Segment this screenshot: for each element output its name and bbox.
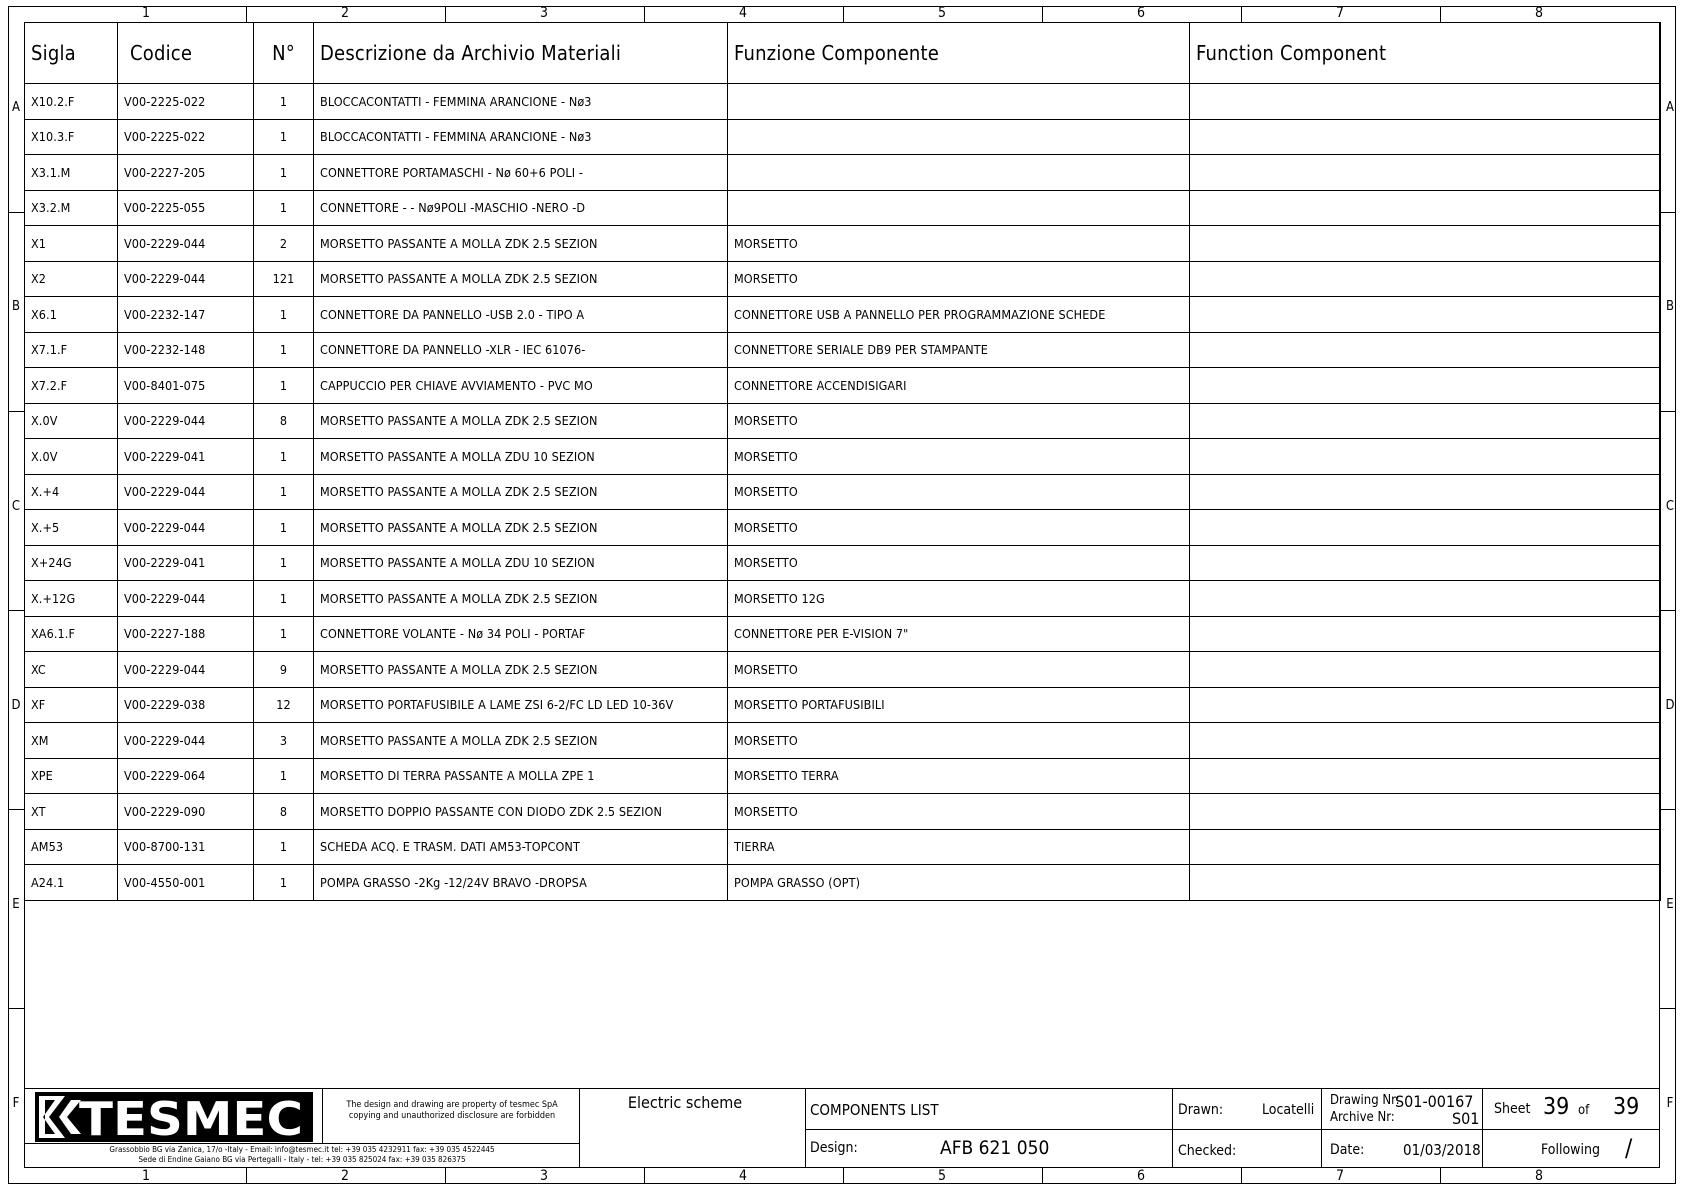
cell-sigla: X10.3.F bbox=[25, 119, 118, 155]
cell-codice: V00-2229-064 bbox=[118, 758, 254, 794]
cell-n: 2 bbox=[254, 226, 314, 262]
archive-nr-label: Archive Nr: bbox=[1330, 1110, 1395, 1125]
table-row bbox=[25, 332, 1661, 368]
cell-n: 1 bbox=[254, 581, 314, 617]
cell-function bbox=[1190, 297, 1661, 333]
cell-funzione bbox=[728, 119, 1190, 155]
cell-codice: V00-2229-044 bbox=[118, 261, 254, 297]
column-tick bbox=[1440, 1168, 1441, 1184]
cell-funzione: MORSETTO bbox=[728, 226, 1190, 262]
cell-sigla: X10.2.F bbox=[25, 84, 118, 120]
cell-funzione: MORSETTO 12G bbox=[728, 581, 1190, 617]
column-tick bbox=[1042, 1168, 1043, 1184]
cell-function bbox=[1190, 758, 1661, 794]
cell-n: 1 bbox=[254, 368, 314, 404]
header-funzione: Funzione Componente bbox=[728, 23, 1190, 84]
cell-function bbox=[1190, 226, 1661, 262]
address-line-2: Sede di Endine Gaiano BG via Pertegalli - Italy - tel: +39 035 825024 fax: +39 035 826375 bbox=[138, 1155, 466, 1164]
scheme-type: Electric scheme bbox=[627, 1093, 743, 1112]
cell-function bbox=[1190, 119, 1661, 155]
column-number: 5 bbox=[937, 1168, 946, 1184]
cell-n: 9 bbox=[254, 652, 314, 688]
cell-n: 12 bbox=[254, 687, 314, 723]
cell-descrizione: MORSETTO PASSANTE A MOLLA ZDK 2.5 SEZION bbox=[314, 652, 728, 688]
cell-n: 1 bbox=[254, 332, 314, 368]
sheet-value: 39 bbox=[1543, 1094, 1570, 1120]
row-letter: D bbox=[11, 698, 21, 713]
column-number: 8 bbox=[1534, 5, 1543, 21]
cell-function bbox=[1190, 723, 1661, 759]
cell-codice: V00-2225-022 bbox=[118, 84, 254, 120]
cell-descrizione: BLOCCACONTATTI - FEMMINA ARANCIONE - Nø3 bbox=[314, 84, 728, 120]
cell-function bbox=[1190, 829, 1661, 865]
cell-funzione bbox=[728, 190, 1190, 226]
table-body bbox=[25, 84, 1661, 901]
cell-function bbox=[1190, 865, 1661, 901]
cell-function bbox=[1190, 794, 1661, 830]
cell-funzione: TIERRA bbox=[728, 829, 1190, 865]
cell-sigla: X.+12G bbox=[25, 581, 118, 617]
title-block-mid-border bbox=[805, 1129, 1660, 1130]
cell-codice: V00-2229-041 bbox=[118, 439, 254, 475]
cell-funzione: MORSETTO bbox=[728, 261, 1190, 297]
checked-label: Checked: bbox=[1178, 1143, 1237, 1159]
row-letter: C bbox=[11, 499, 21, 514]
cell-funzione: CONNETTORE USB A PANNELLO PER PROGRAMMAZIONE SCHEDE bbox=[728, 297, 1190, 333]
row-tick bbox=[8, 212, 24, 213]
table-header-row bbox=[25, 23, 1661, 84]
table-row bbox=[25, 687, 1661, 723]
row-letter: E bbox=[12, 897, 20, 912]
row-tick bbox=[8, 610, 24, 611]
cell-function bbox=[1190, 84, 1661, 120]
cell-descrizione: MORSETTO PASSANTE A MOLLA ZDK 2.5 SEZION bbox=[314, 261, 728, 297]
column-number: 4 bbox=[738, 5, 747, 21]
row-letter: B bbox=[11, 299, 21, 314]
cell-n: 1 bbox=[254, 439, 314, 475]
table-row bbox=[25, 723, 1661, 759]
column-tick bbox=[644, 6, 645, 22]
column-tick bbox=[1241, 1168, 1242, 1184]
table-row bbox=[25, 155, 1661, 191]
cell-descrizione: CONNETTORE - - Nø9POLI -MASCHIO -NERO -D bbox=[314, 190, 728, 226]
row-letter: D bbox=[1665, 698, 1675, 713]
header-quantity: N° bbox=[254, 23, 314, 84]
column-number: 2 bbox=[340, 1168, 349, 1184]
cell-sigla: X.+4 bbox=[25, 474, 118, 510]
cell-sigla: XM bbox=[25, 723, 118, 759]
column-number: 8 bbox=[1534, 1168, 1543, 1184]
cell-funzione: MORSETTO bbox=[728, 545, 1190, 581]
cell-funzione: CONNETTORE SERIALE DB9 PER STAMPANTE bbox=[728, 332, 1190, 368]
cell-sigla: XF bbox=[25, 687, 118, 723]
cell-descrizione: MORSETTO PASSANTE A MOLLA ZDK 2.5 SEZION bbox=[314, 474, 728, 510]
column-tick bbox=[246, 1168, 247, 1184]
cell-codice: V00-2225-022 bbox=[118, 119, 254, 155]
logo-divider bbox=[322, 1088, 323, 1143]
table-row bbox=[25, 403, 1661, 439]
row-tick bbox=[8, 411, 24, 412]
cell-sigla: X2 bbox=[25, 261, 118, 297]
row-letter: A bbox=[12, 100, 20, 115]
cell-function bbox=[1190, 581, 1661, 617]
cell-funzione: MORSETTO PORTAFUSIBILI bbox=[728, 687, 1190, 723]
cell-function bbox=[1190, 510, 1661, 546]
cell-n: 3 bbox=[254, 723, 314, 759]
cell-function bbox=[1190, 616, 1661, 652]
table-row bbox=[25, 190, 1661, 226]
cell-funzione: MORSETTO bbox=[728, 403, 1190, 439]
cell-funzione: MORSETTO bbox=[728, 439, 1190, 475]
cell-descrizione: CONNETTORE DA PANNELLO -XLR - IEC 61076- bbox=[314, 332, 728, 368]
table-row bbox=[25, 794, 1661, 830]
cell-descrizione: MORSETTO PASSANTE A MOLLA ZDK 2.5 SEZION bbox=[314, 723, 728, 759]
cell-function bbox=[1190, 687, 1661, 723]
cell-sigla: X7.1.F bbox=[25, 332, 118, 368]
table-row bbox=[25, 474, 1661, 510]
cell-descrizione: MORSETTO PASSANTE A MOLLA ZDK 2.5 SEZION bbox=[314, 403, 728, 439]
cell-codice: V00-2227-205 bbox=[118, 155, 254, 191]
cell-descrizione: MORSETTO PORTAFUSIBILE A LAME ZSI 6-2/FC LD LED 10-36V bbox=[314, 687, 728, 723]
cell-n: 1 bbox=[254, 84, 314, 120]
cell-n: 1 bbox=[254, 829, 314, 865]
row-letter: F bbox=[12, 1096, 20, 1111]
cell-funzione bbox=[728, 84, 1190, 120]
cell-codice: V00-2229-044 bbox=[118, 226, 254, 262]
cell-function bbox=[1190, 652, 1661, 688]
column-number: 7 bbox=[1335, 1168, 1344, 1184]
cell-funzione: MORSETTO bbox=[728, 794, 1190, 830]
table-row bbox=[25, 297, 1661, 333]
cell-funzione bbox=[728, 155, 1190, 191]
cell-descrizione: MORSETTO PASSANTE A MOLLA ZDK 2.5 SEZION bbox=[314, 226, 728, 262]
cell-sigla: X7.2.F bbox=[25, 368, 118, 404]
date-value: 01/03/2018 bbox=[1403, 1141, 1481, 1159]
cell-sigla: AM53 bbox=[25, 829, 118, 865]
cell-descrizione: POMPA GRASSO -2Kg -12/24V BRAVO -DROPSA bbox=[314, 865, 728, 901]
cell-n: 1 bbox=[254, 510, 314, 546]
table-row bbox=[25, 581, 1661, 617]
cell-function bbox=[1190, 190, 1661, 226]
company-address bbox=[28, 1145, 576, 1165]
cell-n: 1 bbox=[254, 474, 314, 510]
cell-codice: V00-2229-044 bbox=[118, 510, 254, 546]
design-value: AFB 621 050 bbox=[940, 1137, 1050, 1159]
cell-function bbox=[1190, 155, 1661, 191]
cell-descrizione: MORSETTO DI TERRA PASSANTE A MOLLA ZPE 1 bbox=[314, 758, 728, 794]
copyright-notice bbox=[330, 1100, 574, 1122]
title-divider bbox=[1172, 1088, 1173, 1168]
row-tick bbox=[8, 809, 24, 810]
column-number: 3 bbox=[539, 5, 548, 21]
logo-wordmark: TESMEC bbox=[79, 1092, 303, 1142]
cell-n: 1 bbox=[254, 758, 314, 794]
cell-codice: V00-2229-044 bbox=[118, 474, 254, 510]
cell-n: 8 bbox=[254, 794, 314, 830]
cell-funzione: MORSETTO TERRA bbox=[728, 758, 1190, 794]
address-line-1: Grassobbio BG via Zanica, 17/o -Italy - Email: info@tesmec.it tel: +39 035 4232911 fax: +39 035 4522445 bbox=[109, 1145, 495, 1154]
cell-codice: V00-2225-055 bbox=[118, 190, 254, 226]
address-divider bbox=[24, 1143, 579, 1144]
drawing-nr-value: S01-00167 bbox=[1395, 1092, 1474, 1111]
total-sheets-value: 39 bbox=[1613, 1094, 1640, 1120]
row-tick bbox=[1660, 809, 1676, 810]
sheet-label: Sheet bbox=[1494, 1101, 1531, 1117]
row-letter: B bbox=[1665, 299, 1675, 314]
table-row bbox=[25, 510, 1661, 546]
cell-sigla: X1 bbox=[25, 226, 118, 262]
notice-divider bbox=[579, 1088, 580, 1168]
cell-codice: V00-2229-044 bbox=[118, 652, 254, 688]
table-row bbox=[25, 865, 1661, 901]
cell-sigla: X3.1.M bbox=[25, 155, 118, 191]
cell-sigla: X3.2.M bbox=[25, 190, 118, 226]
cell-codice: V00-8401-075 bbox=[118, 368, 254, 404]
cell-codice: V00-2229-041 bbox=[118, 545, 254, 581]
cell-sigla: XT bbox=[25, 794, 118, 830]
cell-sigla: X.0V bbox=[25, 439, 118, 475]
column-number: 1 bbox=[141, 5, 150, 21]
table-row bbox=[25, 84, 1661, 120]
cell-funzione: MORSETTO bbox=[728, 652, 1190, 688]
drawn-value: Locatelli bbox=[1262, 1102, 1315, 1118]
row-letter: E bbox=[1666, 897, 1674, 912]
table-row bbox=[25, 758, 1661, 794]
cell-descrizione: CONNETTORE PORTAMASCHI - Nø 60+6 POLI - bbox=[314, 155, 728, 191]
column-tick bbox=[1440, 6, 1441, 22]
header-function: Function Component bbox=[1190, 23, 1661, 84]
cell-funzione: POMPA GRASSO (OPT) bbox=[728, 865, 1190, 901]
cell-funzione: CONNETTORE ACCENDISIGARI bbox=[728, 368, 1190, 404]
cell-sigla: XA6.1.F bbox=[25, 616, 118, 652]
row-letter: F bbox=[1666, 1096, 1674, 1111]
cell-n: 1 bbox=[254, 545, 314, 581]
cell-n: 1 bbox=[254, 190, 314, 226]
cell-funzione: MORSETTO bbox=[728, 510, 1190, 546]
cell-descrizione: MORSETTO PASSANTE A MOLLA ZDU 10 SEZION bbox=[314, 545, 728, 581]
cell-descrizione: CONNETTORE DA PANNELLO -USB 2.0 - TIPO A bbox=[314, 297, 728, 333]
header-codice: Codice bbox=[118, 23, 254, 84]
cell-function bbox=[1190, 368, 1661, 404]
cell-sigla: X.0V bbox=[25, 403, 118, 439]
table-row bbox=[25, 261, 1661, 297]
header-sigla: Sigla bbox=[25, 23, 118, 84]
cell-codice: V00-2232-148 bbox=[118, 332, 254, 368]
column-number: 4 bbox=[738, 1168, 747, 1184]
cell-sigla: XC bbox=[25, 652, 118, 688]
column-tick bbox=[445, 1168, 446, 1184]
tesmec-logo bbox=[35, 1092, 313, 1142]
cell-descrizione: CONNETTORE VOLANTE - Nø 34 POLI - PORTAF bbox=[314, 616, 728, 652]
cell-funzione: MORSETTO bbox=[728, 723, 1190, 759]
column-number: 6 bbox=[1136, 1168, 1145, 1184]
drawn-label: Drawn: bbox=[1178, 1102, 1224, 1118]
cell-sigla: X+24G bbox=[25, 545, 118, 581]
column-tick bbox=[843, 1168, 844, 1184]
column-tick bbox=[1042, 6, 1043, 22]
cell-sigla: XPE bbox=[25, 758, 118, 794]
cell-descrizione: MORSETTO PASSANTE A MOLLA ZDK 2.5 SEZION bbox=[314, 510, 728, 546]
cell-descrizione: MORSETTO DOPPIO PASSANTE CON DIODO ZDK 2.5 SEZION bbox=[314, 794, 728, 830]
table-row bbox=[25, 829, 1661, 865]
cell-descrizione: BLOCCACONTATTI - FEMMINA ARANCIONE - Nø3 bbox=[314, 119, 728, 155]
cell-sigla: X6.1 bbox=[25, 297, 118, 333]
cell-codice: V00-8700-131 bbox=[118, 829, 254, 865]
cell-descrizione: MORSETTO PASSANTE A MOLLA ZDU 10 SEZION bbox=[314, 439, 728, 475]
row-tick bbox=[1660, 411, 1676, 412]
cell-descrizione: CAPPUCCIO PER CHIAVE AVVIAMENTO - PVC MO bbox=[314, 368, 728, 404]
cell-n: 1 bbox=[254, 155, 314, 191]
row-tick bbox=[8, 1008, 24, 1009]
column-number: 2 bbox=[340, 5, 349, 21]
row-tick bbox=[1660, 610, 1676, 611]
column-number: 5 bbox=[937, 5, 946, 21]
column-tick bbox=[644, 1168, 645, 1184]
cell-sigla: A24.1 bbox=[25, 865, 118, 901]
following-value: / bbox=[1625, 1134, 1633, 1162]
table-row bbox=[25, 368, 1661, 404]
row-tick bbox=[1660, 1008, 1676, 1009]
cell-codice: V00-2229-044 bbox=[118, 403, 254, 439]
row-tick bbox=[1660, 212, 1676, 213]
column-number: 6 bbox=[1136, 5, 1145, 21]
cell-function bbox=[1190, 439, 1661, 475]
cell-codice: V00-2229-090 bbox=[118, 794, 254, 830]
cell-sigla: X.+5 bbox=[25, 510, 118, 546]
table-row bbox=[25, 226, 1661, 262]
cell-funzione: CONNETTORE PER E-VISION 7" bbox=[728, 616, 1190, 652]
following-label: Following bbox=[1541, 1142, 1600, 1158]
table-row bbox=[25, 119, 1661, 155]
column-number: 3 bbox=[539, 1168, 548, 1184]
cell-funzione: MORSETTO bbox=[728, 474, 1190, 510]
components-table bbox=[24, 22, 1661, 901]
cell-n: 1 bbox=[254, 119, 314, 155]
cell-n: 1 bbox=[254, 865, 314, 901]
cell-codice: V00-2227-188 bbox=[118, 616, 254, 652]
cell-function bbox=[1190, 403, 1661, 439]
table-row bbox=[25, 652, 1661, 688]
row-letter: A bbox=[1666, 100, 1674, 115]
cell-n: 1 bbox=[254, 297, 314, 333]
column-tick bbox=[445, 6, 446, 22]
column-tick bbox=[1241, 6, 1242, 22]
drawing-nr-divider bbox=[1482, 1088, 1483, 1168]
column-number: 1 bbox=[141, 1168, 150, 1184]
cell-function bbox=[1190, 545, 1661, 581]
cell-n: 8 bbox=[254, 403, 314, 439]
cell-descrizione: MORSETTO PASSANTE A MOLLA ZDK 2.5 SEZION bbox=[314, 581, 728, 617]
cell-codice: V00-2229-038 bbox=[118, 687, 254, 723]
column-tick bbox=[246, 6, 247, 22]
cell-codice: V00-4550-001 bbox=[118, 865, 254, 901]
design-label: Design: bbox=[810, 1140, 858, 1156]
column-tick bbox=[843, 6, 844, 22]
table-row bbox=[25, 616, 1661, 652]
of-label: of bbox=[1578, 1103, 1590, 1118]
drawn-divider bbox=[1321, 1088, 1322, 1168]
copyright-line-1: The design and drawing are property of tesmec SpA bbox=[346, 1100, 558, 1110]
table-row bbox=[25, 439, 1661, 475]
drawing-nr-label: Drawing Nr: bbox=[1330, 1093, 1400, 1108]
scheme-divider bbox=[805, 1088, 806, 1168]
column-number: 7 bbox=[1335, 5, 1344, 21]
cell-n: 121 bbox=[254, 261, 314, 297]
cell-function bbox=[1190, 261, 1661, 297]
cell-codice: V00-2229-044 bbox=[118, 581, 254, 617]
copyright-line-2: copying and unauthorized disclosure are forbidden bbox=[348, 1111, 556, 1121]
cell-function bbox=[1190, 474, 1661, 510]
row-letter: C bbox=[1665, 499, 1675, 514]
cell-codice: V00-2229-044 bbox=[118, 723, 254, 759]
cell-codice: V00-2232-147 bbox=[118, 297, 254, 333]
date-label: Date: bbox=[1330, 1142, 1365, 1158]
cell-descrizione: SCHEDA ACQ. E TRASM. DATI AM53-TOPCONT bbox=[314, 829, 728, 865]
header-descrizione: Descrizione da Archivio Materiali bbox=[314, 23, 728, 84]
table-row bbox=[25, 545, 1661, 581]
cell-n: 1 bbox=[254, 616, 314, 652]
cell-function bbox=[1190, 332, 1661, 368]
archive-nr-value: S01 bbox=[1452, 1109, 1480, 1128]
title-block-top-border bbox=[24, 1088, 1660, 1089]
sheet-title: COMPONENTS LIST bbox=[810, 1101, 939, 1119]
